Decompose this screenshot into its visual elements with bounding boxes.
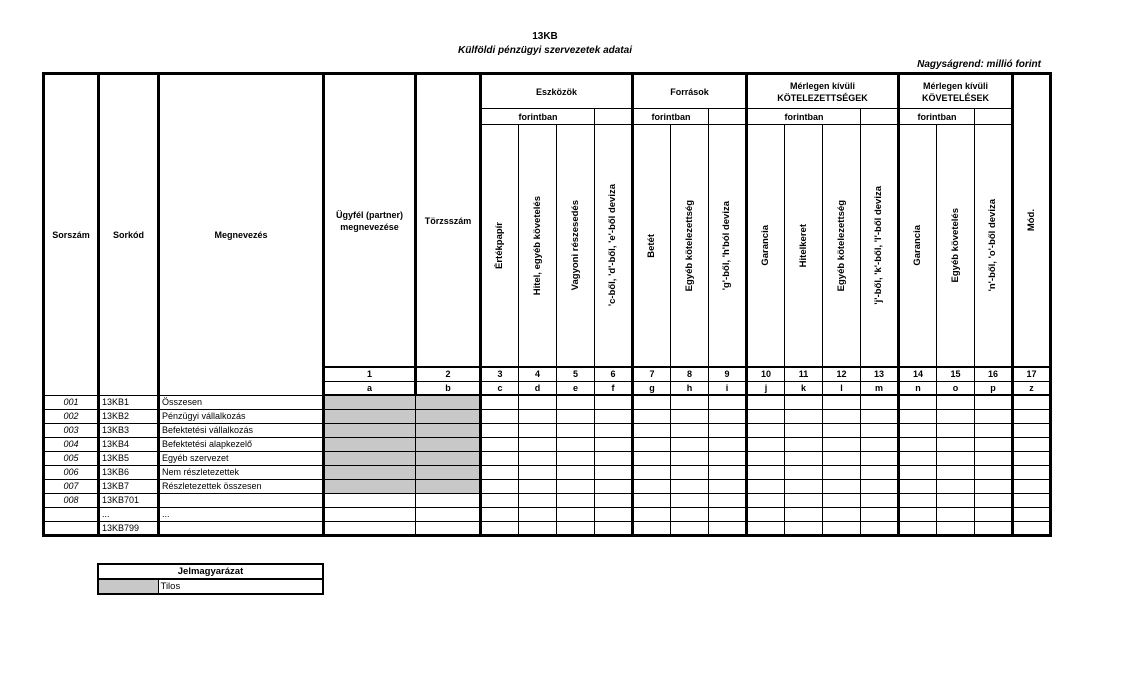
currency-header: forintban bbox=[481, 109, 595, 125]
table-cell bbox=[823, 395, 861, 409]
table-cell bbox=[481, 423, 519, 437]
col-code: k bbox=[785, 381, 823, 395]
table-cell bbox=[519, 423, 557, 437]
table-cell bbox=[747, 409, 785, 423]
table-cell bbox=[1013, 409, 1051, 423]
col-code: d bbox=[519, 381, 557, 395]
sub-col-header: Hitel, egyéb követelés bbox=[519, 125, 557, 368]
table-cell bbox=[595, 479, 633, 493]
table-cell bbox=[481, 521, 519, 535]
table-cell bbox=[937, 465, 975, 479]
table-cell bbox=[633, 409, 671, 423]
table-cell bbox=[899, 395, 937, 409]
table-cell bbox=[324, 437, 416, 451]
currency-blank bbox=[975, 109, 1013, 125]
table-cell bbox=[747, 395, 785, 409]
col-number: 5 bbox=[557, 367, 595, 381]
table-cell bbox=[785, 437, 823, 451]
table-cell bbox=[785, 423, 823, 437]
row-sorszam: 006 bbox=[44, 465, 99, 479]
col-number: 14 bbox=[899, 367, 937, 381]
col-code: b bbox=[416, 381, 481, 395]
table-cell bbox=[633, 507, 671, 521]
row-sorkod: 13KB3 bbox=[99, 423, 159, 437]
col-code: l bbox=[823, 381, 861, 395]
table-cell bbox=[823, 521, 861, 535]
table-cell bbox=[481, 409, 519, 423]
row-megnevezes: Nem részletezettek bbox=[159, 465, 324, 479]
sub-col-header: Hitelkeret bbox=[785, 125, 823, 368]
table-cell bbox=[671, 423, 709, 437]
table-cell bbox=[671, 493, 709, 507]
table-cell bbox=[937, 479, 975, 493]
table-cell bbox=[671, 395, 709, 409]
row-sorkod: 13KB1 bbox=[99, 395, 159, 409]
table-cell bbox=[861, 423, 899, 437]
table-cell bbox=[416, 409, 481, 423]
table-cell bbox=[899, 507, 937, 521]
table-cell bbox=[671, 451, 709, 465]
table-cell bbox=[633, 493, 671, 507]
row-sorkod: 13KB2 bbox=[99, 409, 159, 423]
table-cell bbox=[481, 479, 519, 493]
table-cell bbox=[861, 493, 899, 507]
table-cell bbox=[595, 423, 633, 437]
table-cell bbox=[324, 409, 416, 423]
table-cell bbox=[975, 493, 1013, 507]
col-code: f bbox=[595, 381, 633, 395]
table-cell bbox=[899, 479, 937, 493]
table-cell bbox=[975, 451, 1013, 465]
row-sorkod: 13KB7 bbox=[99, 479, 159, 493]
table-cell bbox=[324, 465, 416, 479]
table-cell bbox=[747, 479, 785, 493]
sub-col-header: Egyéb kötelezettség bbox=[671, 125, 709, 368]
table-cell bbox=[557, 479, 595, 493]
table-body bbox=[44, 395, 1051, 535]
table-cell bbox=[937, 409, 975, 423]
table-row bbox=[44, 493, 1051, 507]
col-header-torzsszam: Törzsszám bbox=[416, 74, 481, 368]
table-cell bbox=[1013, 395, 1051, 409]
table-cell bbox=[937, 451, 975, 465]
table-cell bbox=[671, 437, 709, 451]
row-sorkod: 13KB799 bbox=[99, 521, 159, 535]
col-number: 10 bbox=[747, 367, 785, 381]
table-cell bbox=[747, 493, 785, 507]
table-cell bbox=[416, 451, 481, 465]
table-cell bbox=[937, 507, 975, 521]
table-cell bbox=[823, 507, 861, 521]
row-sorszam bbox=[44, 507, 99, 521]
table-cell bbox=[557, 521, 595, 535]
currency-header: forintban bbox=[899, 109, 975, 125]
legend-title: Jelmagyarázat bbox=[98, 564, 323, 579]
sub-col-header: 'j'-ből, 'k'-ből, 'l'-ből deviza bbox=[861, 125, 899, 368]
table-cell bbox=[557, 437, 595, 451]
col-number: 7 bbox=[633, 367, 671, 381]
table-cell bbox=[747, 423, 785, 437]
sub-col-header: Betét bbox=[633, 125, 671, 368]
table-cell bbox=[671, 479, 709, 493]
table-cell bbox=[823, 465, 861, 479]
table-row bbox=[44, 437, 1051, 451]
table-cell bbox=[1013, 465, 1051, 479]
table-cell bbox=[557, 423, 595, 437]
table-cell bbox=[861, 465, 899, 479]
sub-col-header: Vagyoni részesedés bbox=[557, 125, 595, 368]
table-cell bbox=[785, 479, 823, 493]
table-cell bbox=[899, 451, 937, 465]
row-megnevezes bbox=[159, 493, 324, 507]
table-cell bbox=[557, 451, 595, 465]
row-sorkod: 13KB5 bbox=[99, 451, 159, 465]
table-cell bbox=[595, 437, 633, 451]
report-table bbox=[42, 72, 1052, 537]
table-cell bbox=[1013, 423, 1051, 437]
table-cell bbox=[709, 493, 747, 507]
table-cell bbox=[937, 493, 975, 507]
table-cell bbox=[519, 521, 557, 535]
row-sorszam: 005 bbox=[44, 451, 99, 465]
table-cell bbox=[324, 521, 416, 535]
table-cell bbox=[557, 493, 595, 507]
table-cell bbox=[937, 437, 975, 451]
table-cell bbox=[937, 423, 975, 437]
table-cell bbox=[671, 521, 709, 535]
col-number: 13 bbox=[861, 367, 899, 381]
table-cell bbox=[519, 451, 557, 465]
table-cell bbox=[709, 521, 747, 535]
group-header-merleg-kovetelesek bbox=[899, 74, 1013, 109]
table-cell bbox=[481, 493, 519, 507]
table-cell bbox=[747, 521, 785, 535]
table-cell bbox=[671, 465, 709, 479]
form-code: 13KB bbox=[532, 31, 558, 42]
col-code: o bbox=[937, 381, 975, 395]
table-cell bbox=[324, 493, 416, 507]
table-cell bbox=[861, 521, 899, 535]
table-cell bbox=[975, 423, 1013, 437]
table-cell bbox=[899, 423, 937, 437]
table-cell bbox=[785, 493, 823, 507]
table-cell bbox=[899, 493, 937, 507]
row-sorszam: 007 bbox=[44, 479, 99, 493]
table-cell bbox=[975, 409, 1013, 423]
currency-blank bbox=[861, 109, 899, 125]
table-cell bbox=[823, 451, 861, 465]
row-megnevezes: Pénzügyi vállalkozás bbox=[159, 409, 324, 423]
table-cell bbox=[595, 451, 633, 465]
sub-col-header: 'n'-ből, 'o'-ből deviza bbox=[975, 125, 1013, 368]
table-cell bbox=[416, 479, 481, 493]
col-number: 17 bbox=[1013, 367, 1051, 381]
table-cell bbox=[519, 465, 557, 479]
table-cell bbox=[324, 423, 416, 437]
table-cell bbox=[633, 465, 671, 479]
table-cell bbox=[324, 451, 416, 465]
row-sorszam: 008 bbox=[44, 493, 99, 507]
col-number: 2 bbox=[416, 367, 481, 381]
col-code: c bbox=[481, 381, 519, 395]
table-cell bbox=[324, 507, 416, 521]
table-cell bbox=[899, 409, 937, 423]
group-header-forrasok: Források bbox=[633, 74, 747, 109]
legend-table bbox=[97, 563, 324, 595]
col-number: 12 bbox=[823, 367, 861, 381]
table-cell bbox=[595, 521, 633, 535]
table-cell bbox=[899, 437, 937, 451]
table-cell bbox=[785, 409, 823, 423]
row-sorszam bbox=[44, 521, 99, 535]
table-cell bbox=[416, 465, 481, 479]
table-cell bbox=[416, 521, 481, 535]
unit-label: Nagyságrend: millió forint bbox=[917, 59, 1041, 70]
sub-col-header: 'g'-ből, 'h'ból deviza bbox=[709, 125, 747, 368]
table-row bbox=[44, 507, 1051, 521]
table-cell bbox=[785, 521, 823, 535]
row-sorkod: 13KB4 bbox=[99, 437, 159, 451]
row-megnevezes: ... bbox=[159, 507, 324, 521]
table-cell bbox=[975, 395, 1013, 409]
row-megnevezes: Részletezettek összesen bbox=[159, 479, 324, 493]
col-code: p bbox=[975, 381, 1013, 395]
col-code: g bbox=[633, 381, 671, 395]
row-megnevezes bbox=[159, 521, 324, 535]
col-number: 15 bbox=[937, 367, 975, 381]
table-cell bbox=[481, 437, 519, 451]
row-sorszam: 001 bbox=[44, 395, 99, 409]
col-code: m bbox=[861, 381, 899, 395]
currency-header: forintban bbox=[633, 109, 709, 125]
table-cell bbox=[633, 479, 671, 493]
row-megnevezes: Összesen bbox=[159, 395, 324, 409]
table-cell bbox=[709, 395, 747, 409]
table-cell bbox=[671, 507, 709, 521]
table-cell bbox=[633, 437, 671, 451]
table-cell bbox=[709, 437, 747, 451]
table-cell bbox=[861, 395, 899, 409]
table-row bbox=[44, 451, 1051, 465]
row-sorkod: ... bbox=[99, 507, 159, 521]
table-cell bbox=[557, 395, 595, 409]
table-cell bbox=[519, 507, 557, 521]
table-cell bbox=[595, 507, 633, 521]
col-header-ugyfel: Ügyfél (partner) megnevezése bbox=[324, 74, 416, 368]
table-cell bbox=[709, 507, 747, 521]
col-header-sorszam: Sorszám bbox=[44, 74, 99, 396]
table-cell bbox=[1013, 507, 1051, 521]
table-cell bbox=[861, 437, 899, 451]
col-header-sorkod: Sorkód bbox=[99, 74, 159, 396]
table-cell bbox=[785, 395, 823, 409]
table-cell bbox=[861, 451, 899, 465]
table-cell bbox=[416, 423, 481, 437]
group-line-2: KÖTELEZETTSÉGEK bbox=[777, 92, 868, 103]
col-header-megnevezes: Megnevezés bbox=[159, 74, 324, 396]
table-cell bbox=[595, 395, 633, 409]
table-cell bbox=[633, 451, 671, 465]
table-row bbox=[44, 479, 1051, 493]
col-number: 4 bbox=[519, 367, 557, 381]
table-cell bbox=[861, 479, 899, 493]
table-cell bbox=[899, 465, 937, 479]
row-megnevezes: Befektetési alapkezelő bbox=[159, 437, 324, 451]
table-cell bbox=[709, 423, 747, 437]
table-cell bbox=[633, 395, 671, 409]
legend-grey-swatch bbox=[98, 579, 158, 594]
col-number: 6 bbox=[595, 367, 633, 381]
sub-col-header: Egyéb kötelezettség bbox=[823, 125, 861, 368]
table-cell bbox=[595, 465, 633, 479]
table-cell bbox=[937, 521, 975, 535]
table-cell bbox=[975, 479, 1013, 493]
col-header-mod: Mód. bbox=[1013, 74, 1051, 368]
currency-blank bbox=[709, 109, 747, 125]
table-cell bbox=[481, 507, 519, 521]
table-cell bbox=[1013, 437, 1051, 451]
table-cell bbox=[747, 465, 785, 479]
table-cell bbox=[416, 395, 481, 409]
table-row bbox=[44, 409, 1051, 423]
legend-item-label: Tilos bbox=[158, 579, 323, 594]
col-code: j bbox=[747, 381, 785, 395]
table-cell bbox=[557, 409, 595, 423]
row-sorkod: 13KB701 bbox=[99, 493, 159, 507]
col-number: 3 bbox=[481, 367, 519, 381]
table-cell bbox=[595, 409, 633, 423]
sub-col-header: Értékpapír bbox=[481, 125, 519, 368]
table-cell bbox=[709, 451, 747, 465]
table-cell bbox=[416, 493, 481, 507]
table-row bbox=[44, 395, 1051, 409]
table-cell bbox=[823, 493, 861, 507]
table-cell bbox=[481, 395, 519, 409]
row-sorszam: 003 bbox=[44, 423, 99, 437]
table-cell bbox=[416, 507, 481, 521]
col-number: 11 bbox=[785, 367, 823, 381]
row-megnevezes: Befektetési vállalkozás bbox=[159, 423, 324, 437]
col-code: n bbox=[899, 381, 937, 395]
table-cell bbox=[1013, 451, 1051, 465]
table-cell bbox=[823, 479, 861, 493]
table-cell bbox=[823, 409, 861, 423]
col-code: i bbox=[709, 381, 747, 395]
sub-col-header: 'c-ből, 'd'-ből, 'e'-ből deviza bbox=[595, 125, 633, 368]
table-cell bbox=[595, 493, 633, 507]
form-subtitle: Külföldi pénzügyi szervezetek adatai bbox=[458, 45, 632, 56]
table-cell bbox=[519, 409, 557, 423]
table-cell bbox=[519, 493, 557, 507]
table-cell bbox=[899, 521, 937, 535]
table-cell bbox=[324, 395, 416, 409]
table-cell bbox=[709, 465, 747, 479]
table-cell bbox=[861, 409, 899, 423]
row-megnevezes: Egyéb szervezet bbox=[159, 451, 324, 465]
group-header-merleg-kotelezettsegek bbox=[747, 74, 899, 109]
col-number: 1 bbox=[324, 367, 416, 381]
table-cell bbox=[823, 423, 861, 437]
table-cell bbox=[519, 395, 557, 409]
table-cell bbox=[481, 465, 519, 479]
currency-blank bbox=[595, 109, 633, 125]
table-row bbox=[44, 521, 1051, 535]
col-code: a bbox=[324, 381, 416, 395]
table-cell bbox=[785, 507, 823, 521]
col-number: 8 bbox=[671, 367, 709, 381]
table-cell bbox=[1013, 521, 1051, 535]
row-sorszam: 002 bbox=[44, 409, 99, 423]
table-row bbox=[44, 465, 1051, 479]
table-cell bbox=[823, 437, 861, 451]
table-cell bbox=[633, 423, 671, 437]
row-sorszam: 004 bbox=[44, 437, 99, 451]
table-cell bbox=[519, 437, 557, 451]
table-cell bbox=[709, 479, 747, 493]
table-cell bbox=[747, 437, 785, 451]
col-code: h bbox=[671, 381, 709, 395]
table-cell bbox=[557, 465, 595, 479]
table-cell bbox=[519, 479, 557, 493]
table-cell bbox=[975, 521, 1013, 535]
table-cell bbox=[671, 409, 709, 423]
table-cell bbox=[324, 479, 416, 493]
table-cell bbox=[1013, 479, 1051, 493]
table-row bbox=[44, 423, 1051, 437]
col-code: e bbox=[557, 381, 595, 395]
table-cell bbox=[1013, 493, 1051, 507]
table-cell bbox=[861, 507, 899, 521]
table-cell bbox=[747, 451, 785, 465]
table-cell bbox=[416, 437, 481, 451]
group-header-eszkozok: Eszközök bbox=[481, 74, 633, 109]
table-cell bbox=[747, 507, 785, 521]
col-number: 9 bbox=[709, 367, 747, 381]
table-cell bbox=[633, 521, 671, 535]
table-cell bbox=[975, 437, 1013, 451]
table-cell bbox=[975, 465, 1013, 479]
currency-header: forintban bbox=[747, 109, 861, 125]
table-cell bbox=[785, 465, 823, 479]
group-line-1: Mérlegen kívüli bbox=[922, 80, 989, 91]
sub-col-header: Garancia bbox=[899, 125, 937, 368]
sub-col-header: Egyéb követelés bbox=[937, 125, 975, 368]
table-cell bbox=[785, 451, 823, 465]
table-cell bbox=[709, 409, 747, 423]
col-number: 16 bbox=[975, 367, 1013, 381]
sub-col-header: Garancia bbox=[747, 125, 785, 368]
table-cell bbox=[975, 507, 1013, 521]
table-cell bbox=[557, 507, 595, 521]
group-line-2: KÖVETELÉSEK bbox=[921, 92, 989, 103]
col-code: z bbox=[1013, 381, 1051, 395]
table-cell bbox=[937, 395, 975, 409]
row-sorkod: 13KB6 bbox=[99, 465, 159, 479]
table-cell bbox=[481, 451, 519, 465]
group-line-1: Mérlegen kívüli bbox=[789, 80, 856, 91]
